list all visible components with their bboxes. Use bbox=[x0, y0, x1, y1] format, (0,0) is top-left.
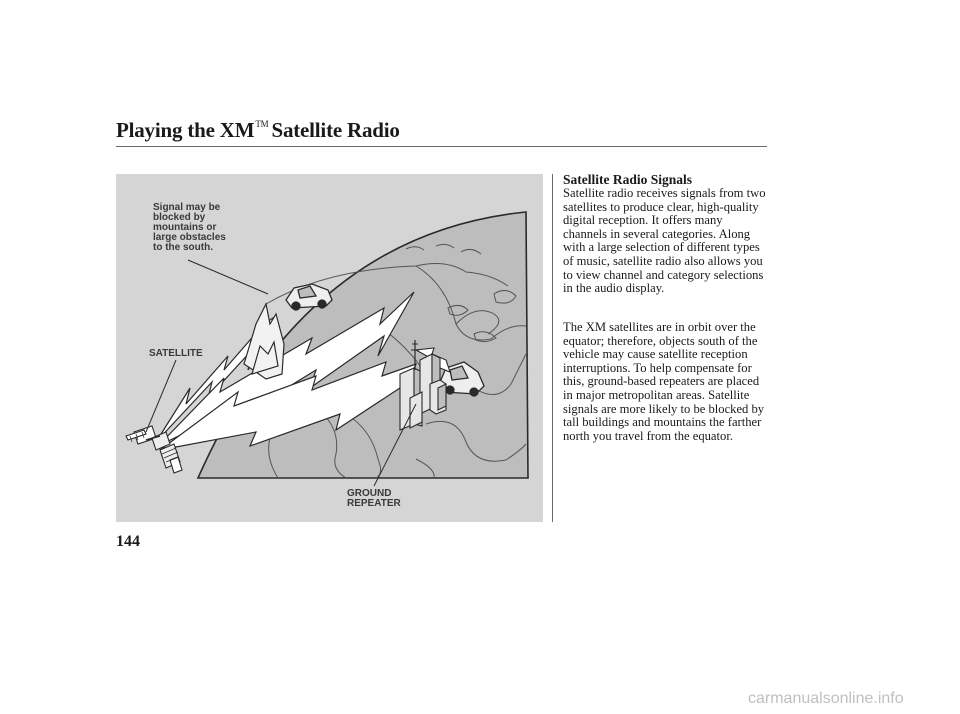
column-divider bbox=[552, 174, 553, 522]
callout-satellite: SATELLITE bbox=[149, 348, 203, 359]
trademark-symbol: TM bbox=[255, 119, 269, 129]
paragraph-2: The XM satellites are in orbit over the equator; therefore, objects south of the vehicle may cause satellite reception interruptions. To help compensate for this, ground-based repeaters are placed in major metropolitan areas. Satellite signals are more likely to be blocked by tall buildings and mountains the farther north you travel from the equator. bbox=[563, 320, 765, 443]
paragraph-1: Satellite radio receives signals from two satellites to produce clear, high-quality digital reception. It offers many channels in several categories. Along with a large selection of different types of music, satellite radio also allows you to view channel and category selections in the audio display. bbox=[563, 186, 766, 296]
callout-ground-repeater: GROUND REPEATER bbox=[347, 488, 401, 509]
car-top bbox=[286, 284, 332, 310]
page-title bbox=[116, 118, 400, 143]
callout-signal-blocked: Signal may be blocked by mountains or large obstacles to the south. bbox=[153, 202, 226, 253]
page-title-part2: Satellite Radio bbox=[271, 118, 400, 142]
satellite-illustration bbox=[116, 174, 543, 522]
page-title-part1: Playing the XM bbox=[116, 118, 255, 142]
header-rule bbox=[116, 146, 767, 147]
watermark: carmanualsonline.info bbox=[748, 690, 904, 707]
section-title: Satellite Radio Signals bbox=[563, 172, 693, 187]
page-number: 144 bbox=[116, 533, 140, 550]
